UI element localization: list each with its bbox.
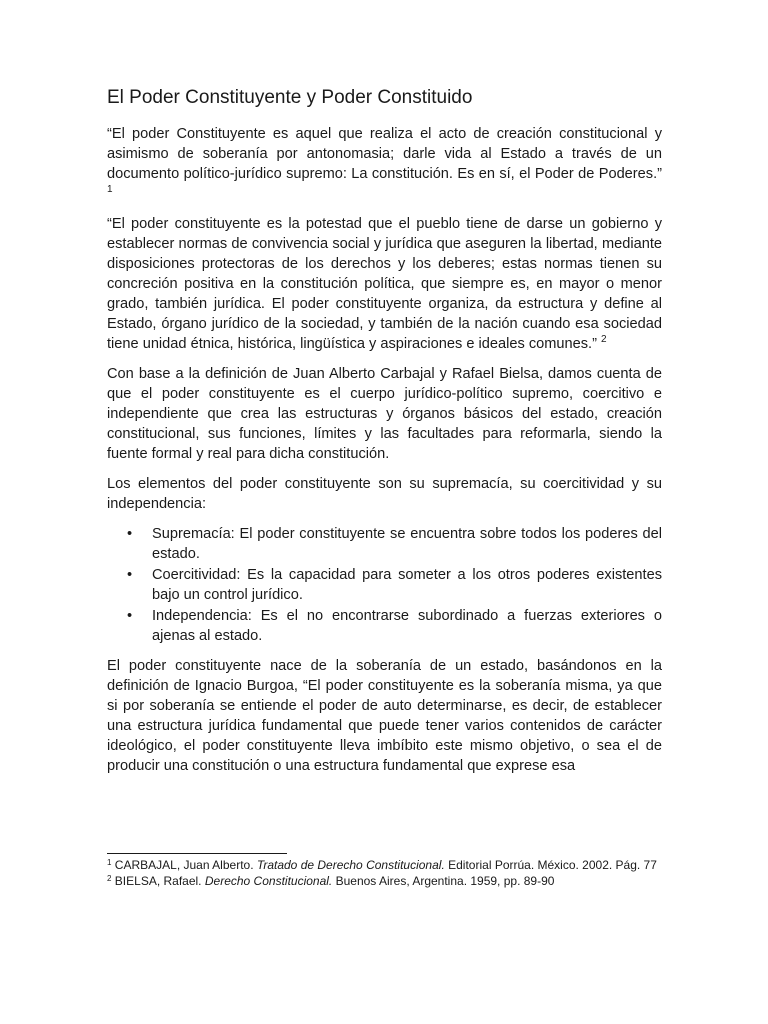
paragraph-elements-intro: Los elementos del poder constituyente son su supremacía, su coercitividad y su independencia:: [107, 476, 662, 512]
footnote-details: Editorial Porrúa. México. 2002. Pág. 77: [448, 858, 657, 872]
footnote-author: BIELSA, Rafael.: [114, 874, 202, 888]
document-title: El Poder Constituyente y Poder Constituido: [107, 87, 473, 108]
footnote-ref-2[interactable]: 2: [601, 334, 607, 345]
list-item-independencia: [127, 606, 662, 646]
paragraph-quote-1: [107, 124, 662, 204]
list-item-supremacia: [127, 524, 662, 564]
footnote-2: [107, 874, 662, 889]
list-item-text: Coercitividad: Es la capacidad para someter a los otros poderes existentes bajo un control jurídico.: [152, 567, 662, 603]
footnote-number: 2: [107, 874, 112, 883]
footnote-divider: [107, 853, 287, 854]
paragraph-quote-2: [107, 214, 662, 354]
footnote-ref-1[interactable]: 1: [107, 184, 113, 195]
document-body: [107, 86, 662, 786]
footnote-work: Derecho Constitucional.: [204, 874, 333, 888]
list-item-coercitividad: [127, 565, 662, 605]
paragraph-definition: Con base a la definición de Juan Alberto Carbajal y Rafael Bielsa, damos cuenta de que el poder constituyente es el cuerpo jurídico-político supremo, coercitivo e independiente que crea las estructuras y órganos básicos del estado, creación constitucional, sus funciones, límites y las facultades para reformarla, siendo la fuente formal y real para dicha constitución.: [107, 366, 662, 462]
list-item-text: Supremacía: El poder constituyente se encuentra sobre todos los poderes del estado.: [152, 526, 662, 562]
footnote-details: Buenos Aires, Argentina. 1959, pp. 89-90: [335, 874, 555, 888]
footnote-number: 1: [107, 858, 112, 867]
list-item-text: Independencia: Es el no encontrarse subordinado a fuerzas exteriores o ajenas al estado.: [152, 608, 662, 644]
paragraph-closing: El poder constituyente nace de la soberanía de un estado, basándonos en la definición de Ignacio Burgoa, “El poder constituyente es la soberanía misma, ya que si por soberanía se entiende el poder de auto determinarse, es decir, de establecer una estructura jurídica fundamental que puede tener varios contenidos de carácter ideológico, el poder constituyente lleva imbíbito este mismo objetivo, o sea el de producir una constitución o una estructura fundamental que exprese esa: [107, 658, 662, 774]
footnote-work: Tratado de Derecho Constitucional.: [256, 858, 445, 872]
elements-list: [107, 524, 662, 646]
paragraph-text: “El poder constituyente es la potestad que el pueblo tiene de darse un gobierno y establecer normas de convivencia social y jurídica que aseguren la libertad, mediante disposiciones protectoras de los derechos y los deberes; estas normas tienen su concreción positiva en la constitución política, que siempre es, en mayor o menor grado, también jurídica. El poder constituyente organiza, da estructura y define al Estado, órgano jurídico de la sociedad, y también de la nación cuando esa sociedad tiene unidad étnica, histórica, lingüística y aspiraciones e ideales comunes.”: [107, 216, 662, 352]
footnotes-section: [107, 853, 662, 890]
paragraph-text: “El poder Constituyente es aquel que realiza el acto de creación constitucional y asimismo de soberanía por antonomasia; darle vida al Estado a través de un documento político-jurídico supremo: La constitución. Es en sí, el Poder de Poderes.”: [107, 126, 662, 182]
footnote-author: CARBAJAL, Juan Alberto.: [114, 858, 254, 872]
bullet-icon: •: [127, 526, 133, 542]
footnote-1: [107, 858, 662, 873]
bullet-icon: •: [127, 567, 133, 583]
bullet-icon: •: [127, 608, 133, 624]
